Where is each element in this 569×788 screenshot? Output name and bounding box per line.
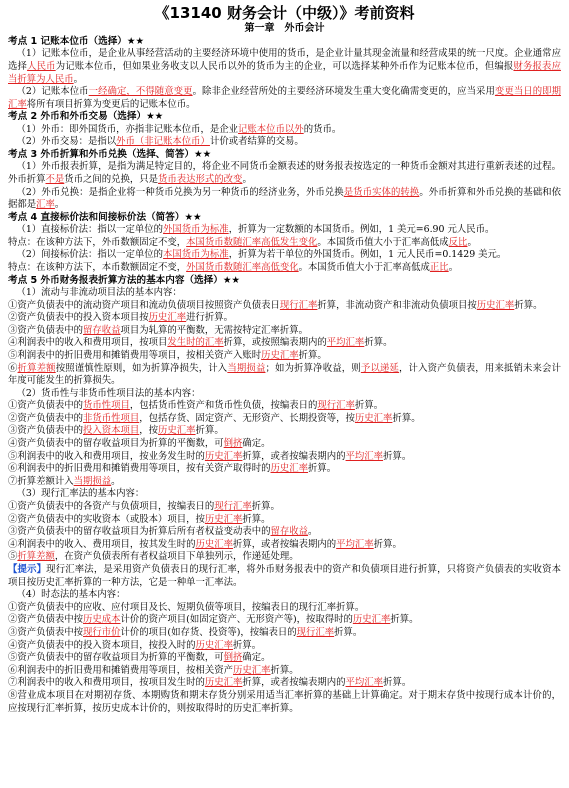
text-run: （4）时态法的基本内容： bbox=[16, 589, 126, 601]
text-run: 。除非企业经营所处的主要经济环境发生重大变化确需变更的，应当采用 bbox=[192, 86, 495, 98]
text-run: ②资产负债表中的投入资本项目按 bbox=[8, 312, 149, 324]
text-run: 特点：在该种方法下，外币数额固定不变， bbox=[8, 236, 187, 248]
paragraph bbox=[8, 602, 561, 615]
text-run: ①资产负债表中的 bbox=[8, 400, 84, 412]
text-run: ，包括货币性资产和货币性负债，按编表日的 bbox=[129, 400, 318, 412]
text-run: ③资产负债表中的 bbox=[8, 425, 84, 437]
paragraph bbox=[8, 425, 561, 438]
key-term: 历史成本 bbox=[83, 614, 121, 626]
text-run: 折算。 bbox=[354, 400, 384, 412]
key-term: 投入资本项目 bbox=[83, 425, 140, 437]
section-heading bbox=[8, 149, 561, 161]
key-term: 平均汇率 bbox=[345, 450, 384, 462]
text-run: （1）直接标价法：指以一定单位的 bbox=[16, 224, 164, 236]
paragraph bbox=[8, 86, 561, 111]
text-run: 折算。 bbox=[308, 463, 337, 475]
text-run: （3）现行汇率法的基本内容： bbox=[16, 488, 145, 500]
text-run: 折算。 bbox=[514, 299, 543, 311]
paragraph bbox=[8, 463, 561, 476]
paragraph bbox=[8, 438, 561, 451]
text-run: 折算。 bbox=[392, 412, 421, 424]
text-run: 。 bbox=[467, 236, 477, 248]
key-term: 历史汇率 bbox=[270, 463, 309, 475]
paragraph bbox=[8, 287, 561, 300]
paragraph bbox=[8, 677, 561, 690]
paragraph bbox=[8, 451, 561, 464]
chapter-heading: 第一章 外币会计 bbox=[244, 23, 325, 34]
text-run: 考点 1 记账本位币（选择）★★ bbox=[8, 36, 145, 47]
key-term: 平均汇率 bbox=[345, 677, 384, 689]
text-run: 折算。 bbox=[383, 450, 412, 462]
text-run: 项目为轧算的平衡数，无需按特定汇率折算。 bbox=[120, 324, 309, 336]
text-run: ④利润表中的收入和费用项目，按项目 bbox=[8, 337, 168, 349]
key-term: 变更当日的即期汇率 bbox=[8, 86, 561, 110]
paragraph bbox=[8, 136, 561, 149]
paragraph bbox=[8, 551, 561, 564]
text-run: 。 bbox=[242, 173, 252, 185]
text-run: 折算。 bbox=[373, 538, 402, 550]
key-term: 外币（非记账本位币） bbox=[116, 136, 210, 148]
key-term: 记账本位币以外 bbox=[238, 123, 304, 135]
paragraph bbox=[8, 400, 561, 413]
key-term: 是货币实体的转换 bbox=[343, 186, 420, 198]
key-term: 平均汇率 bbox=[326, 337, 365, 349]
key-term: 倒挤 bbox=[223, 438, 243, 450]
text-run: ③资产负债表中按 bbox=[8, 626, 84, 638]
paragraph bbox=[8, 350, 561, 363]
key-term: 历史汇率 bbox=[158, 425, 196, 437]
text-run: 。本国货币值大小于汇率高低成 bbox=[298, 261, 430, 273]
text-run: ⑥利润表中的折旧费用和摊销费用等项目，按有关资产取得时的 bbox=[8, 463, 271, 475]
text-run: （1）外币：即外国货币，亦指非记账本位币，是企业 bbox=[16, 123, 239, 135]
text-run: ⑤ bbox=[8, 551, 18, 563]
text-run: 折算。 bbox=[364, 337, 393, 349]
text-run: （2）货币性与非货币性项目法的基本内容： bbox=[16, 387, 201, 399]
key-term: 非货币性项目 bbox=[83, 412, 140, 424]
key-term: 历史汇率 bbox=[476, 299, 515, 311]
paragraph bbox=[8, 337, 561, 350]
text-run: 货币之间的兑换，只是 bbox=[64, 173, 159, 185]
key-term: 历史汇率 bbox=[204, 450, 243, 462]
paragraph bbox=[8, 640, 561, 653]
text-run: 。外币折算和外币兑换的基础和依据都是 bbox=[8, 186, 561, 211]
text-run: （1）流动与非流动项目法的基本内容： bbox=[16, 286, 182, 298]
paragraph bbox=[8, 124, 561, 137]
paragraph bbox=[8, 652, 561, 665]
text-run: 折算。 bbox=[298, 349, 327, 361]
key-term: 外国货币数随汇率高低变化 bbox=[186, 261, 299, 273]
text-run: 。本国货币值大小于汇率高低成 bbox=[317, 236, 449, 248]
key-term: 历史汇率 bbox=[148, 312, 187, 324]
paragraph bbox=[8, 237, 561, 250]
text-run: ④资产负债表中的投入资本项目，按投入时的 bbox=[8, 639, 196, 651]
text-run: ，折算为若干单位的外国货币。例如，1 元人民币=0.1429 美元。 bbox=[228, 249, 507, 261]
text-run: 折算，或按照编表期内的 bbox=[223, 337, 327, 349]
paragraph bbox=[8, 363, 561, 388]
text-run: 计价的项目(如存货、投资等)，按编表日的 bbox=[120, 626, 297, 638]
paragraph bbox=[8, 589, 561, 602]
text-run: （2）间接标价法：指以一定单位的 bbox=[16, 249, 164, 261]
section-heading bbox=[8, 36, 561, 48]
paragraph bbox=[8, 564, 561, 589]
text-run: ⑦折算差额计入 bbox=[8, 475, 74, 487]
paragraph bbox=[8, 690, 561, 715]
section-heading bbox=[8, 212, 561, 224]
paragraph bbox=[8, 48, 561, 86]
text-run: ，折算为一定数额的本国货币。例如，1 美元=6.90 元人民币。 bbox=[228, 224, 495, 236]
key-term: 历史汇率 bbox=[195, 639, 234, 651]
text-run: ；如为折算净收益，则 bbox=[265, 362, 361, 374]
key-term: 历史汇率 bbox=[204, 513, 243, 525]
text-run: 折算。 bbox=[251, 501, 280, 513]
text-run: 。 bbox=[308, 526, 318, 538]
text-run: 确定。 bbox=[242, 438, 271, 450]
text-run: 计价的资产项目(如固定资产、无形资产等)，按取得时的 bbox=[120, 614, 353, 626]
paragraph bbox=[8, 388, 561, 401]
key-term: 现行汇率 bbox=[279, 299, 318, 311]
text-run: 特点：在该种方法下，本币数额固定不变， bbox=[8, 261, 187, 273]
text-run: ，计入资产负债表，用来抵销未来会计年度可能发生的折算损失。 bbox=[8, 362, 561, 387]
paragraph bbox=[8, 627, 561, 640]
text-run: 折算。 bbox=[233, 639, 262, 651]
text-run: 为记账本位币，但如果业务收支以人民币以外的货币为主的企业，可以选择某种外币作为记账本位币，但编报 bbox=[55, 61, 514, 72]
key-term: 货币表达形式的改变 bbox=[158, 173, 243, 185]
text-run: 进行折算。 bbox=[186, 312, 234, 324]
key-term: 留存收益 bbox=[270, 526, 309, 538]
key-term: 予以递延 bbox=[360, 362, 400, 374]
text-run: ，包括存货、固定资产、无形资产、长期投资等，按 bbox=[139, 412, 355, 424]
text-run: 计价或者结算的交易。 bbox=[209, 136, 304, 148]
text-run: ①资产负债表中的流动资产项目和流动负债项目按照资产负债表日 bbox=[8, 299, 280, 311]
key-term: 一经确定，不得随意变更 bbox=[88, 86, 193, 98]
paragraph bbox=[8, 526, 561, 539]
text-run: ③资产负债表中的 bbox=[8, 324, 84, 336]
text-run: （2）记账本位币 bbox=[16, 86, 89, 98]
text-run: 。 bbox=[54, 199, 65, 211]
paragraph bbox=[8, 514, 561, 527]
tip-label: 【提示】 bbox=[8, 564, 47, 575]
key-term: 本国货币数随汇率高低发生变化 bbox=[186, 236, 318, 248]
key-term: 折算差额 bbox=[17, 362, 56, 374]
paragraph bbox=[8, 325, 561, 338]
key-term: 当期损益 bbox=[227, 362, 266, 374]
text-run: 折算，或者按编表期内的 bbox=[242, 450, 346, 462]
text-run: ⑧营业成本项目在对期初存货、本期购货和期末存货分别采用适当汇率折算的基础上计算确定。对于期末存货中按现行成本计价的，应按现行汇率折算，按历史成本计价的，则按取得时的历史汇率折算。 bbox=[8, 689, 561, 714]
text-run: 的货币。 bbox=[303, 123, 342, 135]
key-term: 历史汇率 bbox=[195, 538, 234, 550]
key-term: 汇率 bbox=[36, 199, 55, 211]
text-run: ③资产负债表中的留存收益项目为折算后所有者权益变动表中的 bbox=[8, 526, 271, 538]
text-run: （2）外币兑换：是指企业将一种货币兑换为另一种货币的经济业务，外币兑换 bbox=[16, 186, 344, 198]
text-run: 。 bbox=[111, 475, 121, 487]
key-term: 不是 bbox=[45, 173, 65, 185]
key-term: 倒挤 bbox=[223, 652, 243, 664]
text-run: 将所有项目折算为变更后的记账本位币。 bbox=[26, 98, 196, 110]
text-run: 折算。 bbox=[334, 626, 363, 638]
text-run: 考点 4 直接标价法和间接标价法（简答）★★ bbox=[8, 211, 202, 223]
text-run: ④资产负债表中的留存收益项目为折算的平衡数，可 bbox=[8, 438, 224, 450]
key-term: 现行市价 bbox=[83, 626, 121, 638]
key-term: 财务报表应当折算为人民币 bbox=[8, 61, 561, 85]
text-run: 确定。 bbox=[242, 652, 271, 664]
text-run: ⑥利润表中的折旧费用和摊销费用等项目，按相关资产 bbox=[8, 664, 234, 676]
text-run: 考点 3 外币折算和外币兑换（选择、简答）★★ bbox=[8, 148, 212, 160]
text-run: 考点 2 外币和外币交易（选择）★★ bbox=[8, 111, 164, 123]
key-term: 平均汇率 bbox=[336, 538, 374, 550]
paragraph bbox=[8, 187, 561, 212]
key-term: 历史汇率 bbox=[352, 614, 391, 626]
paragraph bbox=[8, 501, 561, 514]
text-run: 折算，或者按编表期内的 bbox=[242, 677, 346, 689]
paragraph bbox=[8, 300, 561, 313]
key-term: 现行汇率 bbox=[214, 501, 252, 513]
paragraph bbox=[8, 413, 561, 426]
key-term: 货币性项目 bbox=[83, 400, 130, 412]
paragraph bbox=[8, 476, 561, 489]
section-heading bbox=[8, 275, 561, 287]
paragraph bbox=[8, 312, 561, 325]
key-term: 正比 bbox=[429, 261, 449, 273]
text-run: ⑤资产负债表中的留存收益项目为折算的平衡数，可 bbox=[8, 652, 224, 664]
section-heading bbox=[8, 111, 561, 123]
text-run: 现行汇率法，是采用资产负债表日的现行汇率，将外币财务报表中的资产和负债项目进行折算，只将资产负债表的实收资本项目按历史汇率折算的一种方法，它是一种单一汇率法。 bbox=[8, 564, 561, 588]
text-run: 。 bbox=[73, 73, 84, 85]
text-run: ，按 bbox=[139, 425, 159, 437]
text-run: ⑥ bbox=[8, 362, 18, 374]
paragraph bbox=[8, 614, 561, 627]
paragraph bbox=[8, 488, 561, 501]
document-title: 《13140 财务会计（中级）》考前资料 bbox=[154, 4, 415, 22]
text-run: 。 bbox=[448, 261, 459, 273]
text-run: ⑦利润表中的收入和费用项目，按项目发生时的 bbox=[8, 677, 205, 689]
key-term: 留存收益 bbox=[83, 324, 121, 336]
key-term: 发生时的汇率 bbox=[167, 337, 224, 349]
key-term: 当期损益 bbox=[73, 475, 112, 487]
key-term: 历史汇率 bbox=[261, 349, 299, 361]
paragraph bbox=[8, 539, 561, 552]
key-term: 反比 bbox=[448, 236, 468, 248]
text-run: （2）外币交易：是指以 bbox=[16, 136, 117, 148]
text-run: 折算。 bbox=[195, 425, 224, 437]
text-run: ①资产负债表中的应收、应付项目及长、短期负债等项目，按编表日的现行汇率折算。 bbox=[8, 601, 365, 613]
text-run: ②资产负债表中的 bbox=[8, 412, 84, 424]
text-run: 按照谨慎性原则，如为折算净损失，计入 bbox=[55, 362, 228, 374]
paragraph bbox=[8, 262, 561, 275]
text-run: 考点 5 外币财务报表折算方法的基本内容（选择）★★ bbox=[8, 274, 241, 286]
text-run: ④利润表中的收入、费用项目，按其发生时的 bbox=[8, 538, 196, 550]
paragraph bbox=[8, 224, 561, 237]
text-run: （1）记账本位币，是企业从事经营活动的主要经济环境中使用的货币，是企业计量其现金流量和经营成果的统一尺度。企业通常应选择 bbox=[8, 48, 561, 72]
text-run: （1）外币报表折算，是指为满足特定目的，将企业不同货币金额表述的财务报表按选定的一种货币金额对其进行重新表述的过程。外币折算 bbox=[8, 161, 561, 185]
text-run: 折算。 bbox=[242, 513, 271, 525]
key-term: 本国货币为标准 bbox=[163, 249, 229, 261]
text-run: ②资产负债表中的实收资本（或股本）项目，按 bbox=[8, 513, 205, 525]
document-body bbox=[8, 36, 561, 715]
key-term: 历史汇率 bbox=[233, 664, 271, 676]
text-run: ①资产负债表中的各资产与负债项目，按编表日的 bbox=[8, 501, 215, 513]
key-term: 历史汇率 bbox=[204, 677, 243, 689]
key-term: 现行汇率 bbox=[296, 626, 335, 638]
paragraph bbox=[8, 161, 561, 186]
text-run: ⑤利润表中的折旧费用和摊销费用等项目，按相关资产入账时 bbox=[8, 349, 262, 361]
text-run: 折算，非流动资产和非流动负债项目按 bbox=[317, 299, 477, 311]
text-run: 折算。 bbox=[390, 614, 419, 626]
paragraph bbox=[8, 665, 561, 678]
text-run: 折算。 bbox=[383, 677, 412, 689]
text-run: ②资产负债表中按 bbox=[8, 614, 84, 626]
key-term: 现行汇率 bbox=[317, 400, 355, 412]
key-term: 外国货币为标准 bbox=[163, 224, 229, 236]
text-run: 折算。 bbox=[270, 664, 299, 676]
paragraph bbox=[8, 249, 561, 262]
text-run: ⑤利润表中的收入和费用项目，按业务发生时的 bbox=[8, 450, 205, 462]
key-term: 折算差额 bbox=[17, 551, 55, 563]
key-term: 历史汇率 bbox=[354, 412, 393, 424]
text-run: 折算，或者按编表期内的 bbox=[233, 538, 337, 550]
key-term: 人民币 bbox=[27, 61, 56, 72]
text-run: ，在资产负债表所有者权益项目下单独列示，作递延处理。 bbox=[54, 551, 299, 563]
